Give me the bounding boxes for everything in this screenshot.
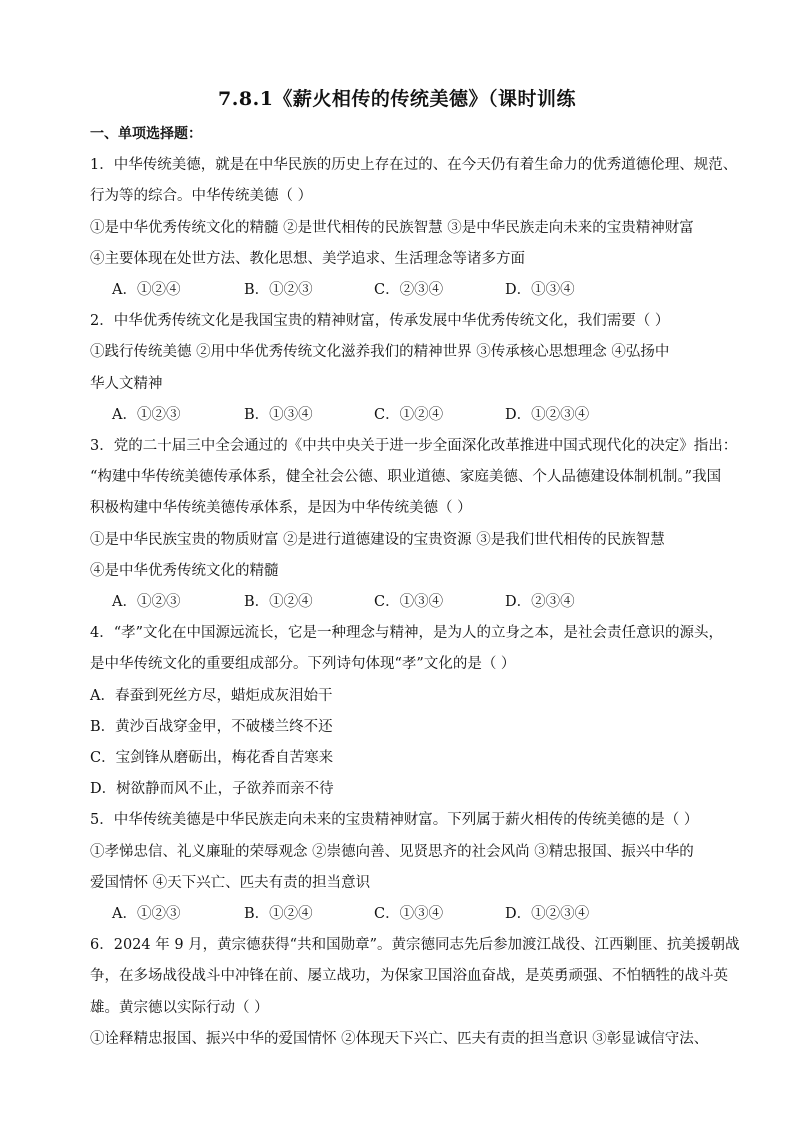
answer-option[interactable]: B．①②③ [244, 282, 313, 298]
question-text-line: 行为等的综合。中华传统美德（ ） [90, 188, 313, 205]
question-text-line: 雄。黄宗德以实际行动（ ） [90, 999, 269, 1016]
document-title: 7.8.1《薪火相传的传统美德》（课时训练 [218, 88, 576, 110]
question-text-line: 争，在多场战役战斗中冲锋在前、屡立战功，为保家卫国浴血奋战，是英勇顽强、不怕牺牲的战斗英 [90, 968, 728, 985]
question-text-line: ④是中华优秀传统文化的精髓 [90, 562, 279, 579]
answer-option[interactable]: D．①③④ [505, 282, 575, 298]
question-text-line: B．黄沙百战穿金甲，不破楼兰终不还 [90, 718, 333, 735]
question-text-line: ①是中华民族宝贵的物质财富 ②是进行道德建设的宝贵资源 ③是我们世代相传的民族智慧 [90, 531, 665, 548]
question-text-line: C．宝剑锋从磨砺出，梅花香自苦寒来 [90, 750, 334, 766]
question-text-line: D．树欲静而风不止，子欲养而亲不待 [90, 781, 334, 798]
question-text-line: 爱国情怀 ④天下兴亡、匹夫有责的担当意识 [90, 874, 371, 891]
question-stem: 2．中华优秀传统文化是我国宝贵的精神财富，传承发展中华优秀传统文化，我们需要（ ） [90, 313, 670, 330]
answer-options [112, 280, 712, 300]
question-stem: 3．党的二十届三中全会通过的《中共中央关于进一步全面深化改革推进中国式现代化的决定》指出： [90, 438, 738, 454]
answer-option[interactable]: A．①②③ [112, 406, 181, 423]
answer-option[interactable]: B．①②④ [244, 906, 313, 922]
answer-options [112, 904, 712, 924]
question-text-line: 是中华传统文化的重要组成部分。下列诗句体现“孝”文化的是（ ） [90, 656, 516, 673]
answer-option[interactable]: C．①③④ [374, 906, 444, 922]
answer-option[interactable]: D．②③④ [505, 594, 575, 610]
answer-options [112, 592, 712, 612]
question-stem: 6．2024 年 9 月，黄宗德获得“共和国勋章”。黄宗德同志先后参加渡江战役、江西剿匪、抗美援朝战 [90, 937, 740, 954]
question-text-line: A．春蚕到死丝方尽，蜡炬成灰泪始干 [90, 687, 333, 704]
question-stem: 1．中华传统美德，就是在中华民族的历史上存在过的、在今天仍有着生命力的优秀道德伦理、规范、 [90, 157, 738, 174]
answer-option[interactable]: B．①③④ [244, 406, 313, 423]
answer-option[interactable]: A．①②④ [112, 282, 181, 298]
section-heading: 一、单项选择题： [90, 126, 202, 142]
answer-option[interactable]: A．①②③ [112, 594, 181, 610]
answer-option[interactable]: D．①②③④ [505, 406, 590, 423]
question-stem: 5．中华传统美德是中华民族走向未来的宝贵精神财富。下列属于薪火相传的传统美德的是（ ） [90, 812, 699, 829]
question-text-line: 积极构建中华传统美德传承体系，是因为中华传统美德（ ） [90, 500, 472, 517]
question-text-line: ④主要体现在处世方法、教化思想、美学追求、生活理念等诸多方面 [90, 250, 525, 267]
question-text-line: ①是中华优秀传统文化的精髓 ②是世代相传的民族智慧 ③是中华民族走向未来的宝贵精神财富 [90, 219, 694, 236]
question-text-line: ①孝悌忠信、礼义廉耻的荣辱观念 ②崇德向善、见贤思齐的社会风尚 ③精忠报国、振兴中华的 [90, 843, 694, 860]
answer-option[interactable]: D．①②③④ [505, 906, 590, 922]
answer-option[interactable]: C．①③④ [374, 594, 444, 610]
answer-options [112, 405, 712, 425]
question-text-line: 华人文精神 [90, 375, 163, 392]
answer-option[interactable]: B．①②④ [244, 594, 313, 610]
answer-option[interactable]: C．②③④ [374, 282, 444, 298]
question-text-line: “构建中华传统美德传承体系，健全社会公德、职业道德、家庭美德、个人品德建设体制机制。”我国 [90, 469, 722, 486]
question-stem: 4．“孝”文化在中国源远流长，它是一种理念与精神，是为人的立身之本，是社会责任意识的源头， [90, 625, 724, 642]
question-text-line: ①践行传统美德 ②用中华优秀传统文化滋养我们的精神世界 ③传承核心思想理念 ④弘扬中 [90, 344, 670, 361]
answer-option[interactable]: A．①②③ [112, 906, 181, 922]
answer-option[interactable]: C．①②④ [374, 406, 444, 423]
question-text-line: ①诠释精忠报国、振兴中华的爱国情怀 ②体现天下兴亡、匹夫有责的担当意识 ③彰显诚信守法、 [90, 1030, 709, 1047]
